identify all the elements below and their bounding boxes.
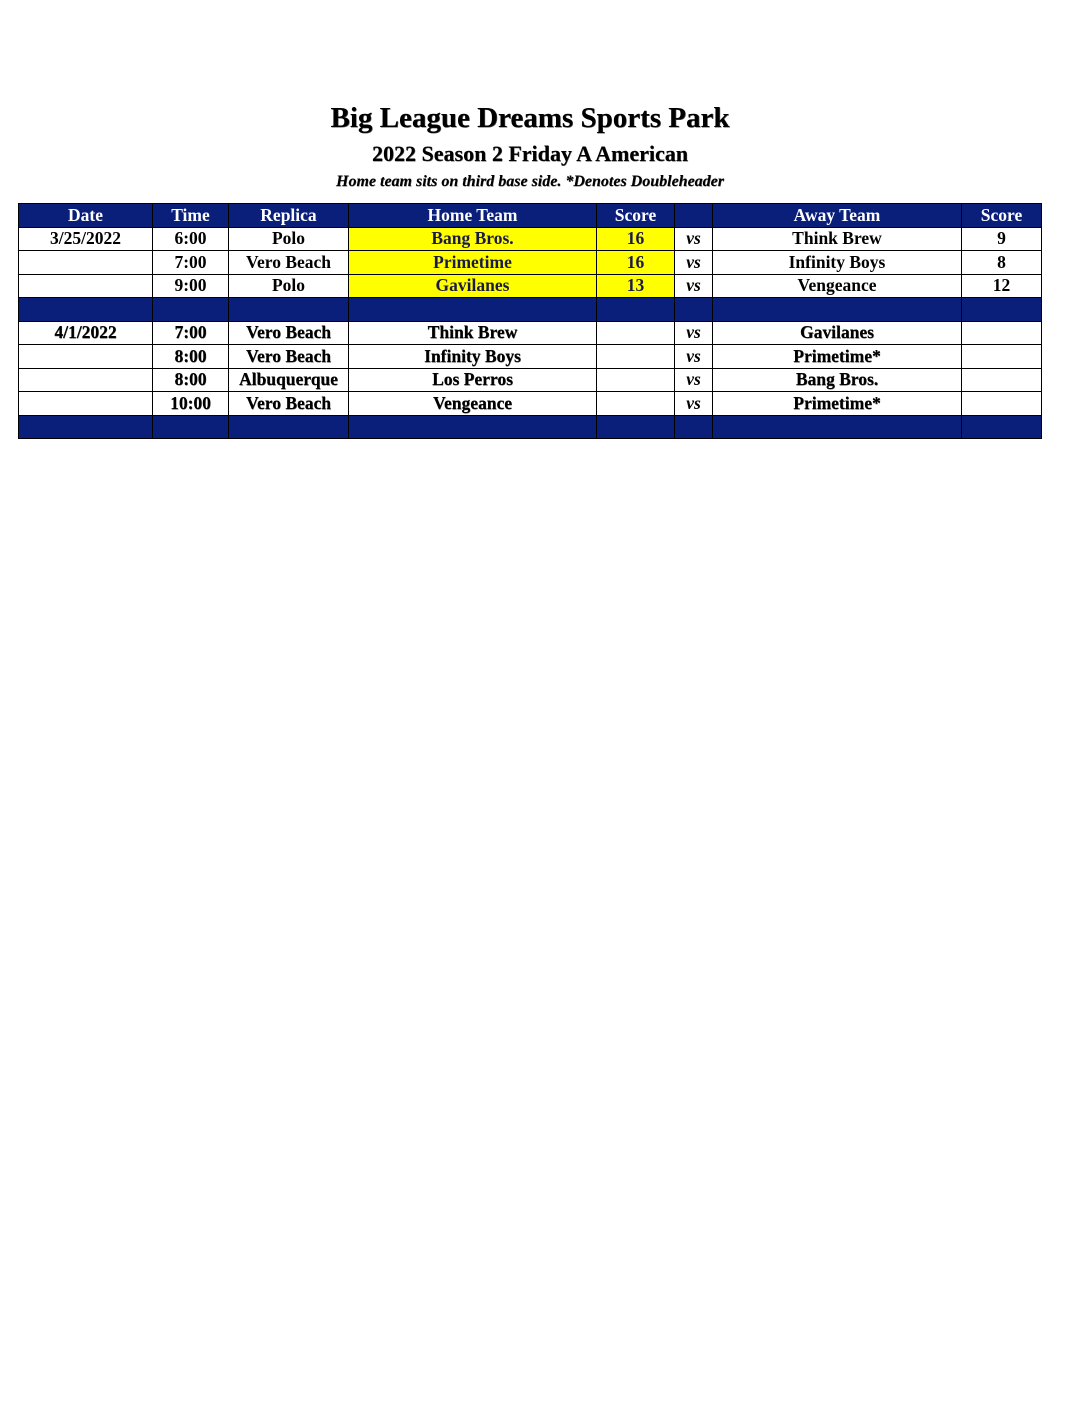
game-time: 10:00 [153, 392, 229, 416]
away-team: Gavilanes [713, 321, 962, 345]
game-row [19, 251, 1042, 275]
header-date: Date [19, 204, 153, 228]
home-team: Primetime [349, 251, 597, 275]
game-row [19, 392, 1042, 416]
separator-row [19, 415, 1042, 439]
game-replica: Vero Beach [229, 345, 349, 369]
home-team: Los Perros [349, 368, 597, 392]
home-team: Infinity Boys [349, 345, 597, 369]
away-team: Think Brew [713, 227, 962, 251]
game-replica: Vero Beach [229, 251, 349, 275]
home-score: 13 [597, 274, 675, 298]
home-score [597, 321, 675, 345]
header-replica: Replica [229, 204, 349, 228]
home-score [597, 392, 675, 416]
away-score [962, 392, 1042, 416]
vs-label: vs [675, 392, 713, 416]
game-date [19, 392, 153, 416]
away-team: Vengeance [713, 274, 962, 298]
vs-label: vs [675, 227, 713, 251]
header-home-team: Home Team [349, 204, 597, 228]
away-team: Primetime* [713, 392, 962, 416]
home-score [597, 345, 675, 369]
game-replica: Polo [229, 227, 349, 251]
header-time: Time [153, 204, 229, 228]
game-row [19, 274, 1042, 298]
away-score [962, 345, 1042, 369]
home-team: Bang Bros. [349, 227, 597, 251]
game-time: 9:00 [153, 274, 229, 298]
home-team: Vengeance [349, 392, 597, 416]
header-home-score: Score [597, 204, 675, 228]
home-score: 16 [597, 227, 675, 251]
game-row [19, 345, 1042, 369]
away-score: 9 [962, 227, 1042, 251]
game-row [19, 368, 1042, 392]
game-date: 3/25/2022 [19, 227, 153, 251]
page-header [0, 98, 1060, 194]
game-row [19, 227, 1042, 251]
game-date: 4/1/2022 [19, 321, 153, 345]
game-date [19, 251, 153, 275]
game-replica: Vero Beach [229, 392, 349, 416]
game-time: 7:00 [153, 251, 229, 275]
home-score [597, 368, 675, 392]
away-team: Infinity Boys [713, 251, 962, 275]
header-row [19, 204, 1042, 228]
game-time: 8:00 [153, 368, 229, 392]
away-team: Bang Bros. [713, 368, 962, 392]
away-score [962, 368, 1042, 392]
away-team: Primetime* [713, 345, 962, 369]
game-replica: Polo [229, 274, 349, 298]
home-score: 16 [597, 251, 675, 275]
away-score: 12 [962, 274, 1042, 298]
game-time: 8:00 [153, 345, 229, 369]
game-replica: Albuquerque [229, 368, 349, 392]
schedule-table [18, 203, 1042, 439]
page-title: Big League Dreams Sports Park [330, 102, 730, 134]
away-score: 8 [962, 251, 1042, 275]
vs-label: vs [675, 251, 713, 275]
home-team: Think Brew [349, 321, 597, 345]
page-subtitle: 2022 Season 2 Friday A American [372, 141, 688, 166]
game-date [19, 274, 153, 298]
vs-label: vs [675, 345, 713, 369]
vs-label: vs [675, 321, 713, 345]
schedule-note: Home team sits on third base side. *Denotes Doubleheader [336, 173, 724, 190]
away-score [962, 321, 1042, 345]
home-team: Gavilanes [349, 274, 597, 298]
game-date [19, 368, 153, 392]
game-replica: Vero Beach [229, 321, 349, 345]
separator-row [19, 298, 1042, 322]
game-time: 7:00 [153, 321, 229, 345]
game-row [19, 321, 1042, 345]
game-time: 6:00 [153, 227, 229, 251]
vs-label: vs [675, 274, 713, 298]
vs-label: vs [675, 368, 713, 392]
header-away-team: Away Team [713, 204, 962, 228]
header-vs [675, 204, 713, 228]
game-date [19, 345, 153, 369]
header-away-score: Score [962, 204, 1042, 228]
